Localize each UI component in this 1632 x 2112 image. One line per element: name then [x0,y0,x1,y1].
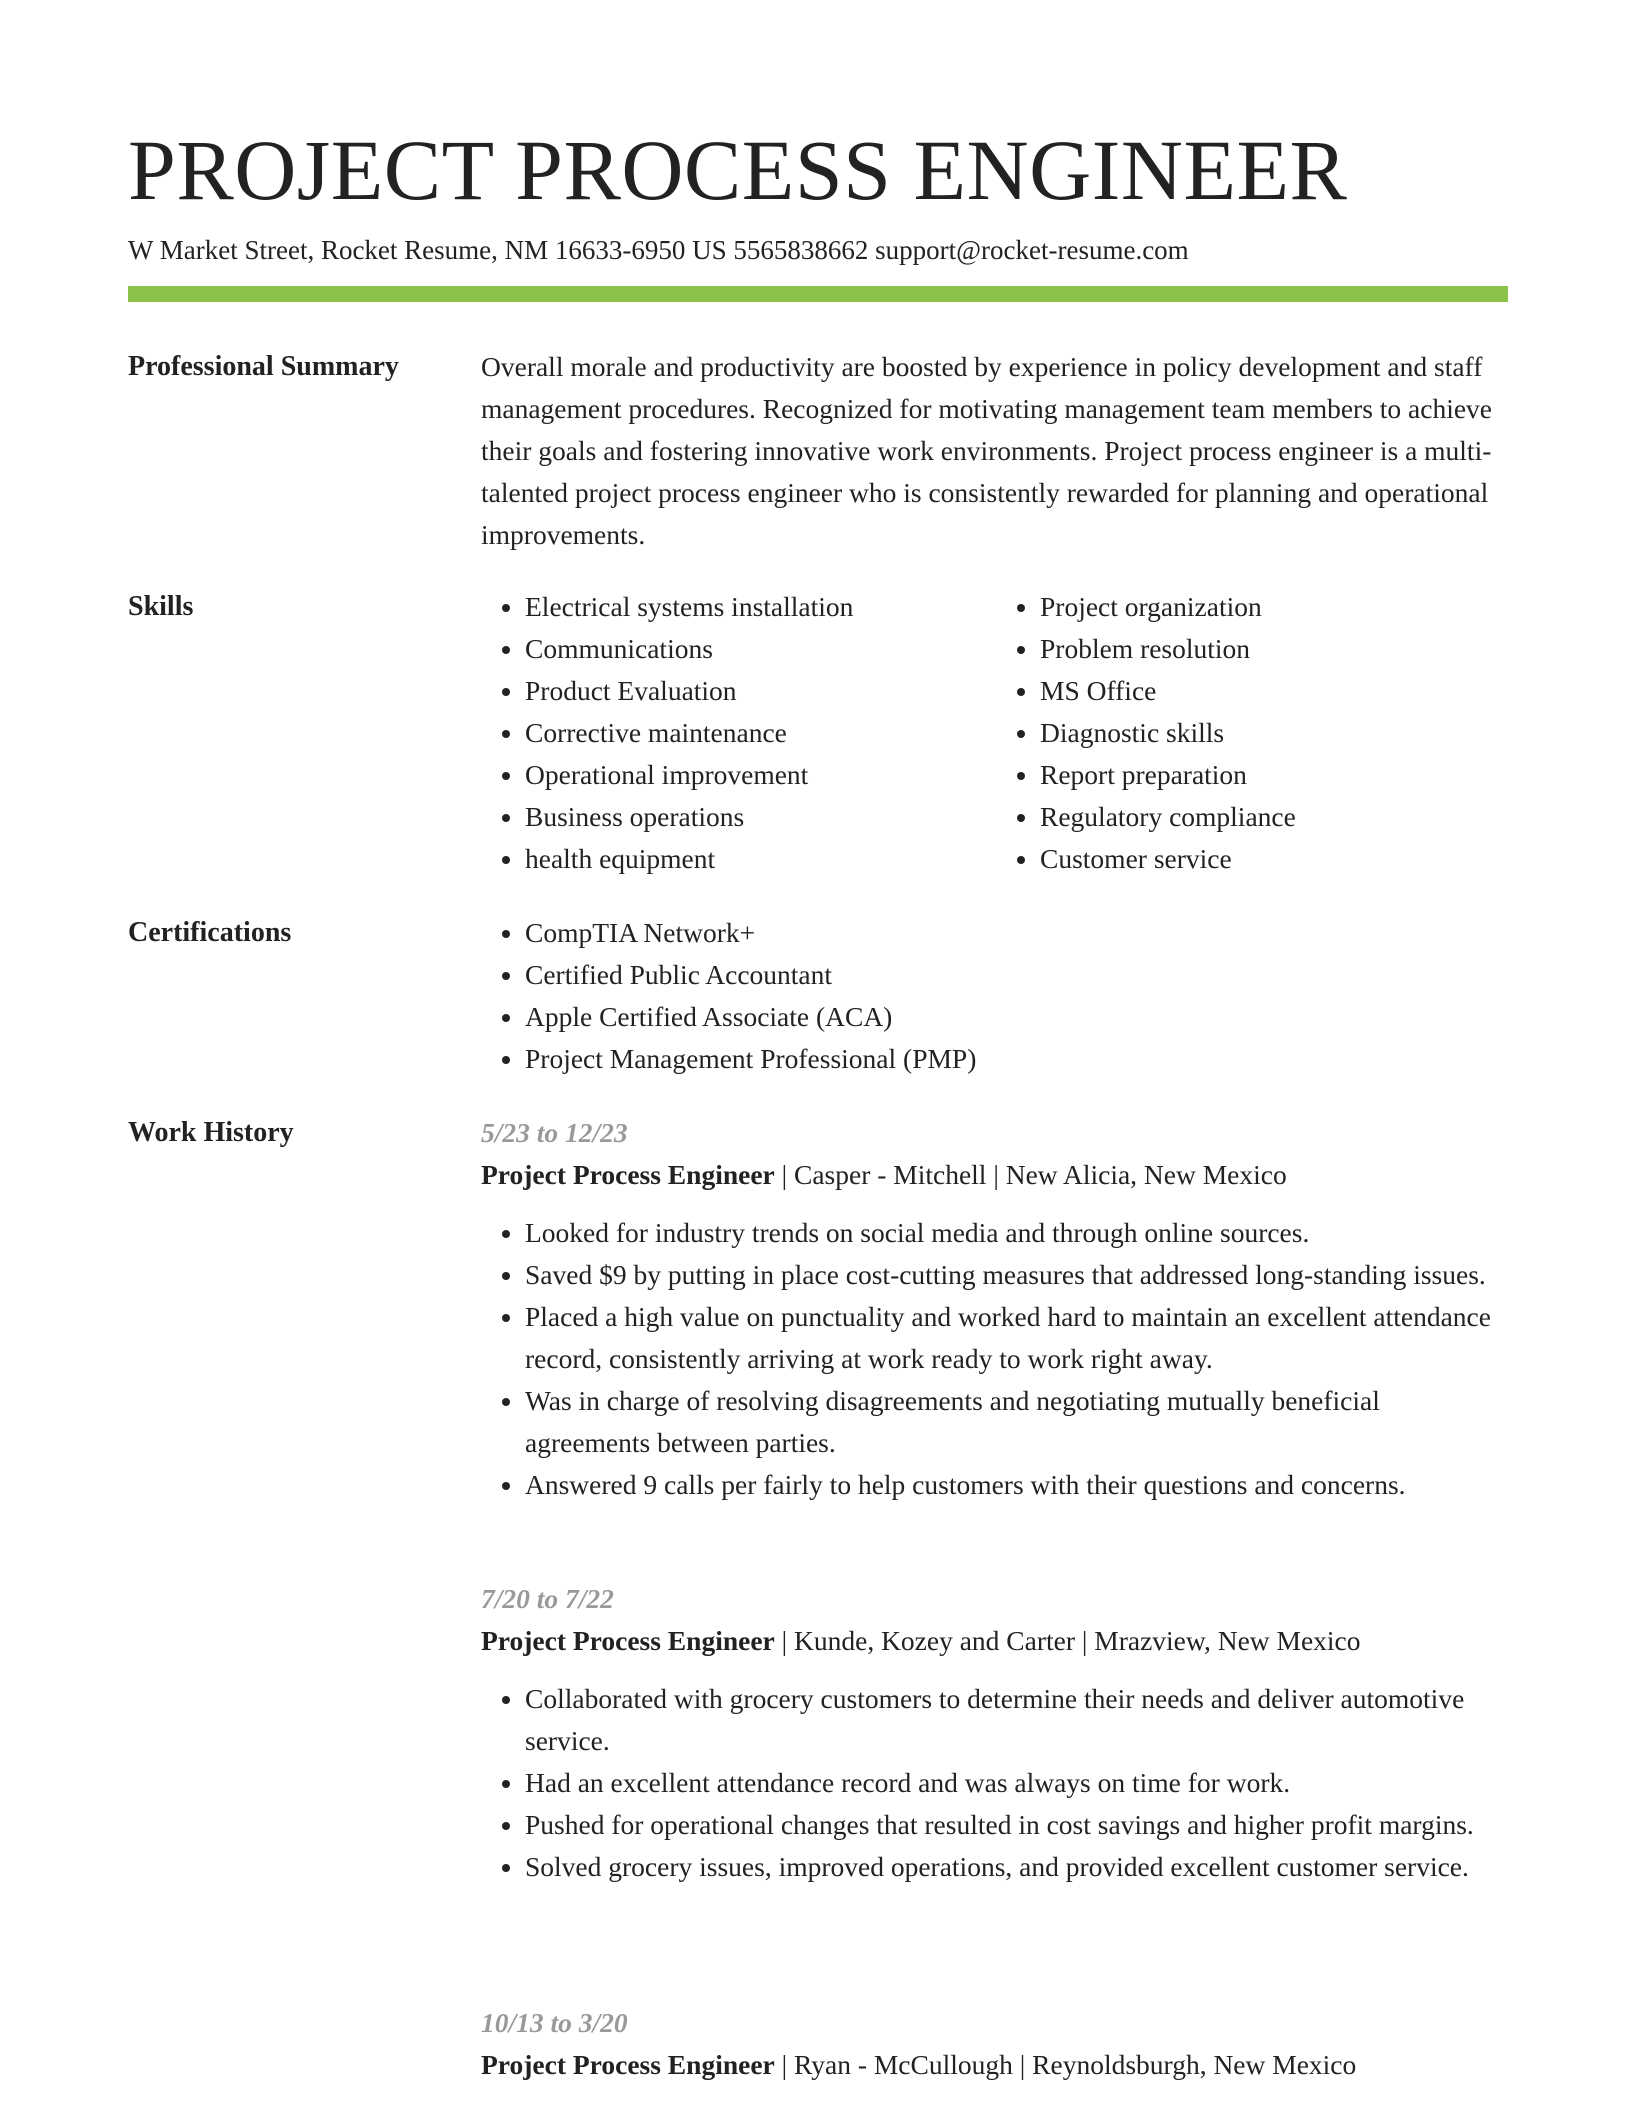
job-entry [481,1578,1511,1888]
skill-item: • Problem resolution [1040,628,1511,670]
job-dates: 7/20 to 7/22 [481,1583,614,1614]
job-bullet: • Saved $9 by putting in place cost-cutting measures that addressed long-standing issues. [525,1254,1511,1296]
work-history-heading: Work History [128,1117,294,1148]
job-bullet: • Solved grocery issues, improved operations, and provided excellent customer service. [525,1846,1511,1888]
skills-column-2 [996,586,1511,880]
job-bullet: • Placed a high value on punctuality and worked hard to maintain an excellent attendance record, consistently arriving at work ready to work right away. [525,1296,1511,1380]
job-bullet: • Looked for industry trends on social media and through online sources. [525,1212,1511,1254]
skill-item: • Communications [525,628,996,670]
job-bullets [481,1678,1511,1888]
skill-item: • Business operations [525,796,996,838]
job-dates: 10/13 to 3/20 [481,2007,628,2038]
job-title-line [481,2044,1511,2086]
summary-text: Overall morale and productivity are boosted by experience in policy development and staff management procedures. Recognized for motivating management team members to achieve their goals and fostering innovative work environments. Project process engineer is a multi-talented project process engineer who is consistently rewarded for planning and operational improvements. [481,351,1493,550]
job-title: Project Process Engineer [481,1159,775,1190]
contact-line: W Market Street, Rocket Resume, NM 16633-6950 US 5565838662 support@rocket-resume.com [128,235,1189,265]
job-title-line [481,1620,1511,1662]
skill-item: • Operational improvement [525,754,996,796]
job-title: Project Process Engineer [481,2049,775,2080]
certification-item: • Apple Certified Associate (ACA) [525,996,1511,1038]
header-divider [128,286,1508,302]
skill-item: • Report preparation [1040,754,1511,796]
job-bullet: • Was in charge of resolving disagreements and negotiating mutually beneficial agreements between parties. [525,1380,1511,1464]
skill-item: • Corrective maintenance [525,712,996,754]
job-entry [481,2002,1511,2086]
job-entry [481,1112,1511,1506]
job-details: | Kunde, Kozey and Carter | Mrazview, New Mexico [774,1625,1361,1656]
skill-item: • Customer service [1040,838,1511,880]
skill-item: • Electrical systems installation [525,586,996,628]
skill-item: • Diagnostic skills [1040,712,1511,754]
job-bullet: • Had an excellent attendance record and was always on time for work. [525,1762,1511,1804]
skill-item: • MS Office [1040,670,1511,712]
job-bullet: • Collaborated with grocery customers to determine their needs and deliver automotive service. [525,1678,1511,1762]
certifications-list [481,912,1511,1080]
job-bullets [481,1212,1511,1506]
certification-item: • CompTIA Network+ [525,912,1511,954]
job-bullet: • Pushed for operational changes that resulted in cost savings and higher profit margins. [525,1804,1511,1846]
job-bullet: • Answered 9 calls per fairly to help customers with their questions and concerns. [525,1464,1511,1506]
summary-heading: Professional Summary [128,351,399,382]
skill-item: • Regulatory compliance [1040,796,1511,838]
skill-item: • Product Evaluation [525,670,996,712]
skills-heading: Skills [128,591,194,622]
job-title-line [481,1154,1511,1196]
job-details: | Casper - Mitchell | New Alicia, New Mexico [774,1159,1287,1190]
job-title: Project Process Engineer [481,1625,775,1656]
job-dates: 5/23 to 12/23 [481,1117,628,1148]
resume-title: PROJECT PROCESS ENGINEER [128,122,1348,218]
certification-item: • Certified Public Accountant [525,954,1511,996]
skills-column-1 [481,586,996,880]
skill-item: • health equipment [525,838,996,880]
skill-item: • Project organization [1040,586,1511,628]
job-details: | Ryan - McCullough | Reynoldsburgh, New Mexico [774,2049,1357,2080]
certification-item: • Project Management Professional (PMP) [525,1038,1511,1080]
certifications-heading: Certifications [128,917,292,948]
